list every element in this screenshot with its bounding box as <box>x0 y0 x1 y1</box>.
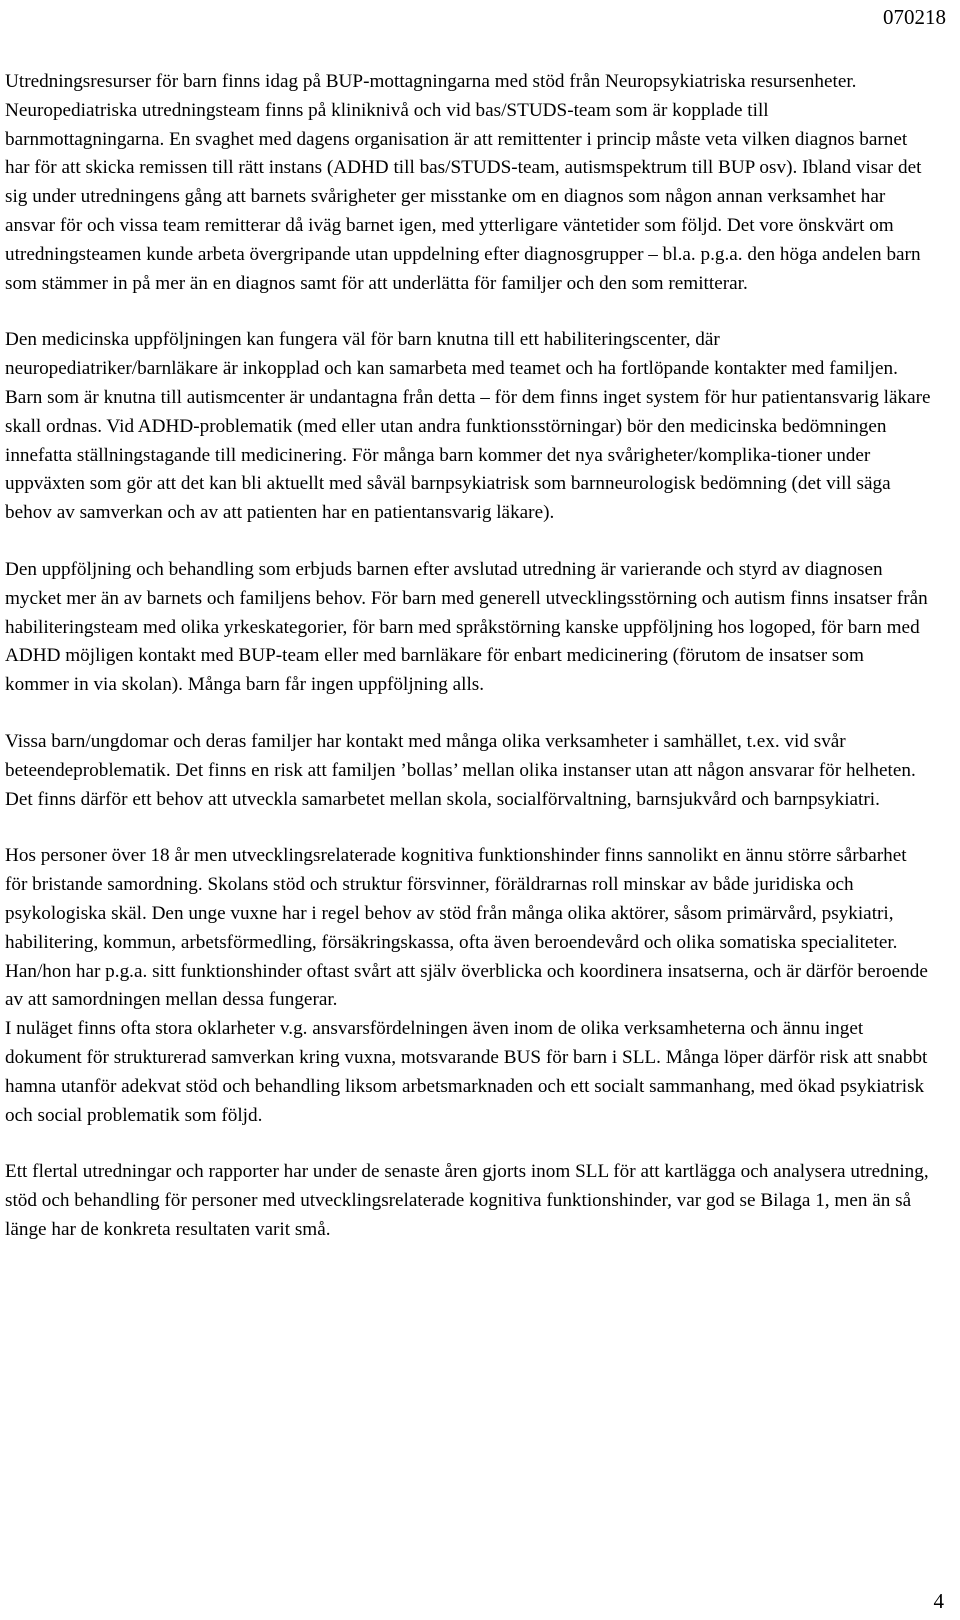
page-body <box>5 68 931 1273</box>
paragraph-family-contacts: Vissa barn/ungdomar och deras familjer har kontakt med många olika verksamheter i samhället, t.ex. vid svår beteendeproblematik. Det finns en risk att familjen ’bollas’ mellan olika instanser utan att någon ansvarar för helheten. Det finns därför ett behov att utveckla samarbetet mellan skola, socialförvaltning, barnsjukvård och barnpsykiatri. <box>5 730 916 810</box>
paragraph-reports: Ett flertal utredningar och rapporter har under de senaste åren gjorts inom SLL för att kartlägga och analysera utredning, stöd och behandling för personer med utvecklingsrelaterade kognitiva funktionshinder, var god se Bilaga 1, men än så länge har de konkreta resultaten varit små. <box>5 1161 929 1240</box>
paragraph-assessment-resources: Utredningsresurser för barn finns idag på BUP-mottagningarna med stöd från Neuropsykiatriska resursenheter. Neuropediatriska utredningsteam finns på kliniknivå och vid bas/STUDS-team som är kopplade till barnmottagningarna. En svaghet med dagens organisation är att remittenter i princip måste veta vilken diagnos barnet har för att skicka remissen till rätt instans (ADHD till bas/STUDS-team, autismspektrum till BUP osv). Ibland visar det sig under utredningens gång att barnets svårigheter ger misstanke om en diagnos som någon annan verksamhet har ansvar för och vissa team remitterar då iväg barnet igen, med ytterligare väntetider som följd. Det vore önskvärt om utredningsteamen kunde arbeta övergripande utan uppdelning efter diagnosgrupper – bl.a. p.g.a. den höga andelen barn som stämmer in på mer än en diagnos samt för att underlätta för familjer och den som remitterar. <box>5 71 922 294</box>
document-id: 070218 <box>883 5 946 29</box>
paragraph-adults-over-18: Hos personer över 18 år men utvecklingsrelaterade kognitiva funktionshinder finns sannolikt en ännu större sårbarhet för bristande samordning. Skolans stöd och struktur försvinner, föräldrarnas roll minskar av både juridiska och psykologiska skäl. Den unge vuxne har i regel behov av stöd från många olika aktörer, såsom primärvård, psykiatri, habilitering, kommun, arbetsförmedling, försäkringskassa, ofta även beroendevård och olika somatiska specialiteter. Han/hon har p.g.a. sitt funktionshinder oftast svårt att själv överblicka och koordinera insatserna, och är därför beroende av att samordningen mellan dessa fungerar. <box>5 845 928 1011</box>
paragraph-medical-followup: Den medicinska uppföljningen kan fungera väl för barn knutna till ett habiliteringscenter, där neuropediatriker/barnläkare är inkopplad och kan samarbeta med teamet och ha fortlöpande kontakter med familjen. Barn som är knutna till autismcenter är undantagna från detta – för dem finns inget system för hur patientansvarig läkare skall ordnas. Vid ADHD-problematik (med eller utan andra funktionsstörningar) bör den medicinska bedömningen innefatta ställningstagande till medicinering. För många barn kommer det nya svårigheter/komplika-tioner under uppväxten som gör att det kan bli aktuellt med såväl barnpsykiatrisk som barnneurologisk bedömning (det vill säga behov av samverkan och av att patienten har en patientansvarig läkare). <box>5 329 931 524</box>
page-number: 4 <box>933 1589 944 1613</box>
paragraph-followup-treatment: Den uppföljning och behandling som erbjuds barnen efter avslutad utredning är varierande och styrd av diagnosen mycket mer än av barnets och familjens behov. För barn med generell utvecklingsstörning och autism finns insatser från habiliteringsteam med olika yrkeskategorier, för barn med språkstörning kanske uppföljning hos logoped, för barn med ADHD möjligen kontakt med BUP-team eller med barnläkare för enbart medicinering (förutom de insatser som kommer in via skolan). Många barn får ingen uppföljning alls. <box>5 558 928 696</box>
paragraph-current-situation: I nuläget finns ofta stora oklarheter v.g. ansvarsfördelningen även inom de olika verksamheterna och ännu inget dokument för strukturerad samverkan kring vuxna, motsvarande BUS för barn i SLL. Många löper därför risk att snabbt hamna utanför adekvat stöd och behandling liksom arbetsmarknaden och ett socialt sammanhang, med ökad psykiatrisk och social problematik som följd. <box>5 1018 928 1126</box>
